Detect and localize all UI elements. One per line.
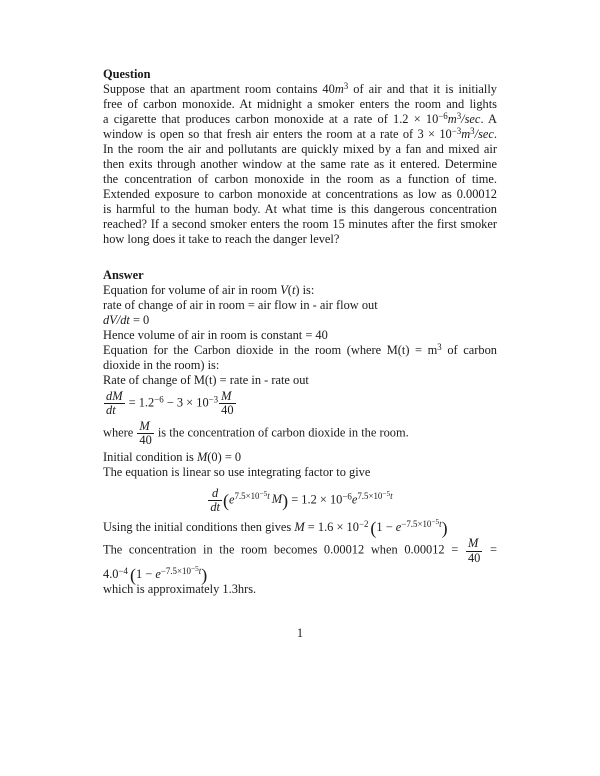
text-run: the concentration of carbon monoxide in the room as a function of time. [103, 172, 497, 186]
answer-line [103, 450, 497, 465]
math-variable: m [447, 112, 457, 126]
fraction-denominator: 40 [467, 550, 481, 565]
left-paren: ( [129, 565, 136, 585]
fraction-numerator: d [212, 485, 219, 500]
exponent [357, 491, 392, 501]
text-run: = 1.2 [125, 395, 155, 410]
fraction-denominator: dt [104, 403, 125, 417]
display-equation [103, 487, 497, 515]
exponent [161, 566, 201, 576]
question-line [103, 202, 497, 217]
exponent-variable: t [198, 566, 202, 577]
text-run: is the concentration of carbon dioxide in the room. [154, 425, 409, 440]
text-run: a cigarette that produces carbon monoxide at a rate of 1.2 × 10 [103, 112, 439, 126]
superscript-exponent: 3 [470, 125, 475, 136]
answer-line [103, 373, 497, 388]
text-run: . A [480, 112, 497, 126]
text-run: = 1.6 × 10 [304, 520, 359, 535]
text-run: = [483, 543, 497, 558]
text-run: In the room the air and pollutants are quickly mixed by a fan and mixed air [103, 142, 497, 156]
right-paren: ) [282, 490, 289, 511]
text-run: . [493, 127, 497, 141]
text-block [103, 67, 497, 597]
question-line [103, 82, 497, 97]
math-unit: /sec [474, 127, 494, 141]
exponent-run: −7.5×10 [401, 519, 432, 530]
superscript-exponent: −3 [208, 394, 219, 405]
text-run: window is open so that fresh air enters the room at a rate of 3 × 10 [103, 127, 452, 141]
page-number-value: 1 [296, 626, 304, 640]
math-variable: m [461, 127, 471, 141]
fraction-numerator: dM [106, 389, 123, 403]
fraction-numerator: M [221, 389, 232, 403]
answer-section [103, 268, 497, 597]
text-run: Using the initial conditions then gives [103, 520, 295, 535]
text-run: (0) = 0 [207, 449, 242, 464]
text-run: reached? If a second smoker enters the room 15 minutes after the first smoker [103, 217, 497, 231]
math-variable: e [351, 492, 358, 507]
text-run: The concentration in the room becomes 0.00012 when 0.00012 = [103, 543, 465, 558]
text-run: of air and that it is initially [348, 82, 497, 96]
answer-line [103, 298, 497, 313]
text-run: 1 − [376, 520, 396, 535]
math-expression: dV/dt [103, 313, 130, 327]
superscript-exponent: 3 [437, 341, 442, 352]
exponent-run: 7.5×10 [357, 491, 383, 502]
text-run: Equation for volume of air in room [103, 283, 281, 297]
text-run: ) is: [295, 283, 315, 297]
superscript-exponent: −2 [358, 519, 369, 530]
exponent-variable: t [439, 519, 442, 530]
text-run: − 3 × 10 [163, 395, 209, 410]
nested-exponent: −5 [190, 564, 199, 574]
superscript-exponent: 3 [343, 80, 349, 91]
text-run: dioxide in the room) is: [103, 358, 220, 372]
superscript-exponent: −4 [118, 566, 128, 577]
text-run: ( [287, 283, 292, 297]
superscript-exponent: −6 [154, 394, 164, 405]
text-run: = 1.2 × 10 [288, 492, 343, 507]
exponent-variable: t [390, 491, 393, 502]
fraction-denominator: 40 [139, 433, 152, 448]
math-variable: m [334, 82, 344, 96]
answer-line [103, 564, 497, 585]
text-run: Hence volume of air in room is constant = 40 [103, 328, 328, 342]
text-run: 4.0 [103, 567, 119, 582]
answer-heading: Answer [103, 268, 144, 282]
answer-line [103, 283, 497, 298]
left-paren: ( [222, 490, 229, 511]
superscript-exponent: −6 [438, 110, 448, 121]
ode-equation [103, 390, 497, 418]
page-number [103, 626, 497, 641]
question-line [103, 142, 497, 157]
math-variable: e [395, 520, 402, 535]
question-line [103, 217, 497, 232]
text-run: Initial condition is [103, 449, 197, 464]
right-paren: ) [441, 518, 448, 539]
text-run: of carbon [441, 343, 497, 357]
exponent-variable: t [267, 491, 270, 502]
text-run: The equation is linear so use integrating factor to give [103, 464, 371, 479]
superscript-exponent: 3 [456, 110, 462, 121]
math-variable: V [280, 283, 288, 297]
text-run: then exits through another window at the same rate as it entered. Determine [103, 157, 497, 171]
math-variable: t [291, 283, 296, 297]
fraction-numerator: M [467, 536, 479, 551]
answer-line [103, 582, 497, 597]
question-line [103, 112, 497, 127]
math-variable: e [155, 567, 161, 582]
answer-line [103, 358, 497, 373]
text-run: free of carbon monoxide. At midnight a smoker enters the room and lights [103, 97, 497, 111]
math-variable: e [228, 492, 235, 507]
question-line [103, 232, 497, 247]
fraction-denominator: 40 [221, 403, 234, 418]
math-variable: M [294, 520, 305, 535]
answer-line [103, 537, 497, 565]
question-line [103, 172, 497, 187]
text-run: rate of change of air in room = air flow in - air flow out [103, 298, 378, 312]
exponent [234, 491, 269, 501]
question-line [103, 187, 497, 202]
right-paren: ) [201, 565, 208, 585]
answer-line [103, 313, 497, 328]
fraction [219, 390, 235, 418]
text-run: where [103, 425, 137, 440]
nested-exponent: −5 [382, 489, 391, 499]
text-run: Suppose that an apartment room contains 40 [103, 82, 335, 96]
exponent-run: 7.5×10 [234, 491, 260, 502]
nested-exponent: −5 [431, 517, 440, 527]
nested-exponent: −5 [259, 489, 268, 499]
text-run: which is approximately 1.3hrs. [103, 582, 257, 597]
text-run: Rate of change of M(t) = rate in - rate out [103, 373, 309, 387]
answer-line [103, 343, 497, 358]
answer-line [103, 420, 497, 448]
fraction [466, 537, 482, 565]
text-run: 1 − [135, 567, 156, 582]
superscript-exponent: −3 [451, 125, 462, 136]
text-run: Equation for the Carbon dioxide in the room (where M(t) = m [103, 343, 438, 357]
fraction [137, 420, 153, 448]
superscript-exponent: −6 [342, 491, 352, 502]
exponent-run: −7.5×10 [160, 566, 191, 577]
text-run: how long does it take to reach the danger level? [103, 232, 340, 246]
question-heading: Question [103, 67, 151, 81]
fraction-denominator: dt [210, 499, 220, 514]
math-unit: /sec [461, 112, 481, 126]
math-variable: M [271, 492, 283, 507]
exponent [401, 519, 441, 529]
fraction-numerator: M [139, 418, 150, 433]
answer-line [103, 328, 497, 343]
fraction [104, 390, 125, 418]
fraction [208, 487, 222, 515]
answer-line [103, 465, 497, 480]
text-run: = 0 [129, 313, 150, 327]
text-run: is harmful to the human body. At what time is this dangerous concentration [103, 202, 497, 216]
left-paren: ( [370, 518, 377, 539]
question-line [103, 157, 497, 172]
text-run: Extended exposure to carbon monoxide at concentrations as low as 0.00012 [103, 187, 497, 201]
math-variable: M [196, 449, 208, 464]
question-line [103, 127, 497, 142]
question-line [103, 97, 497, 112]
answer-line [103, 517, 497, 539]
